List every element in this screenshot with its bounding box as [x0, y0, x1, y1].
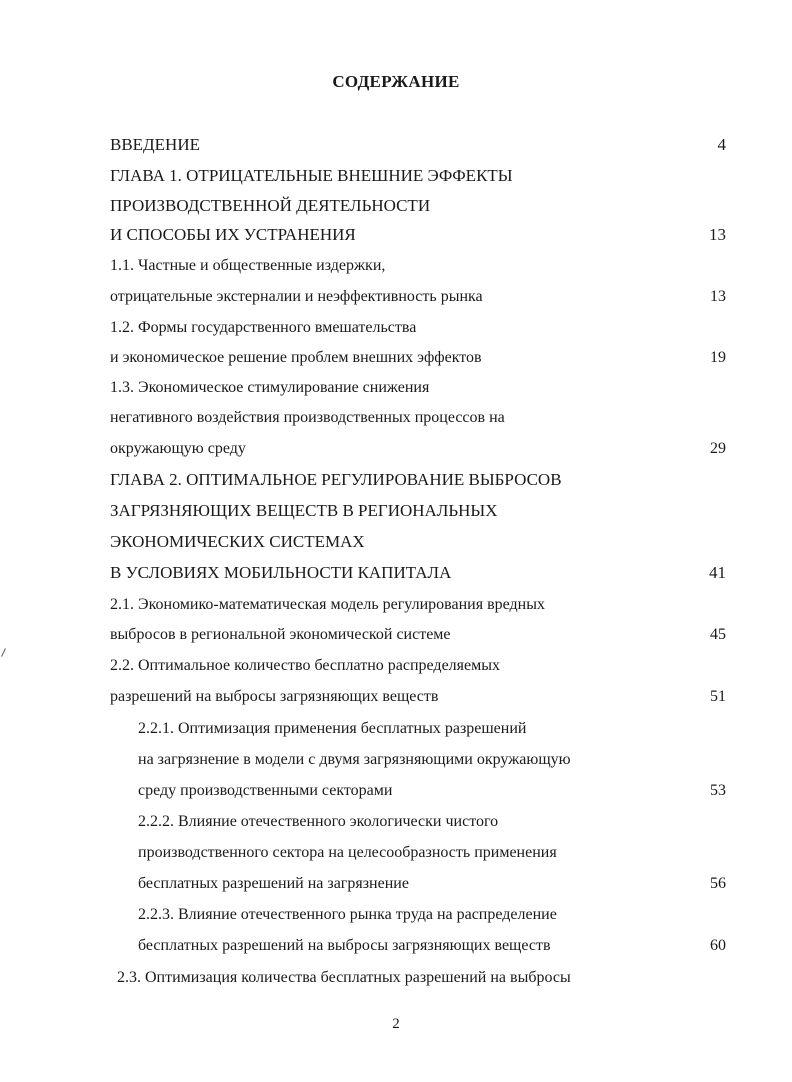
- toc-line-text: ПРОИЗВОДСТВЕННОЙ ДЕЯТЕЛЬНОСТИ: [110, 196, 431, 215]
- toc-page-number: 13: [710, 288, 726, 305]
- toc-page-number: 41: [709, 563, 726, 582]
- toc-page-number: 13: [709, 225, 726, 244]
- toc-line-text: на загрязнение в модели с двумя загрязняющими окружающую: [138, 751, 571, 768]
- toc-line-text: бесплатных разрешений на загрязнение: [138, 875, 409, 892]
- toc-line-text: 2.3. Оптимизация количества бесплатных разрешений на выбросы: [117, 969, 571, 986]
- margin-mark: [1, 648, 6, 657]
- toc-line-text: среду производственными секторами: [138, 782, 393, 799]
- toc-line-text: 2.2. Оптимальное количество бесплатно распределяемых: [110, 657, 500, 674]
- toc-line-text: 2.2.3. Влияние отечественного рынка труда на распределение: [138, 906, 557, 923]
- toc-line-text: ЭКОНОМИЧЕСКИХ СИСТЕМАХ: [110, 532, 365, 551]
- toc-page-number: 29: [710, 440, 726, 457]
- toc-line-text: негативного воздействия производственных процессов на: [110, 409, 505, 426]
- toc-line-text: разрешений на выбросы загрязняющих веществ: [110, 688, 439, 705]
- toc-line-text: 2.2.2. Влияние отечественного экологически чистого: [138, 813, 499, 830]
- toc-page-number: 19: [710, 349, 726, 366]
- toc-line-text: В УСЛОВИЯХ МОБИЛЬНОСТИ КАПИТАЛА: [110, 563, 452, 582]
- page-title: СОДЕРЖАНИЕ: [332, 72, 460, 91]
- toc-line-text: бесплатных разрешений на выбросы загрязняющих веществ: [138, 937, 551, 954]
- toc-line-text: ЗАГРЯЗНЯЮЩИХ ВЕЩЕСТВ В РЕГИОНАЛЬНЫХ: [110, 501, 498, 520]
- toc-line-text: ВВЕДЕНИЕ: [110, 135, 200, 154]
- toc-line-text: 1.3. Экономическое стимулирование снижения: [110, 379, 430, 396]
- toc-line-text: выбросов в региональной экономической системе: [110, 626, 451, 643]
- toc-line-text: 1.2. Формы государственного вмешательства: [110, 319, 417, 336]
- toc-line-text: ГЛАВА 1. ОТРИЦАТЕЛЬНЫЕ ВНЕШНИЕ ЭФФЕКТЫ: [110, 166, 513, 185]
- toc-line-text: ГЛАВА 2. ОПТИМАЛЬНОЕ РЕГУЛИРОВАНИЕ ВЫБРОСОВ: [110, 470, 562, 489]
- toc-line-text: 1.1. Частные и общественные издержки,: [110, 257, 386, 274]
- toc-page-number: 45: [710, 626, 726, 643]
- toc-line-text: и экономическое решение проблем внешних эффектов: [110, 349, 482, 366]
- page-number: 2: [392, 1016, 400, 1032]
- toc-line-text: 2.2.1. Оптимизация применения бесплатных разрешений: [138, 720, 527, 737]
- toc-line-text: 2.1. Экономико-математическая модель регулирования вредных: [110, 596, 545, 613]
- toc-line-text: производственного сектора на целесообразность применения: [138, 844, 557, 861]
- toc-page-number: 60: [710, 937, 726, 954]
- toc-line-text: И СПОСОБЫ ИХ УСТРАНЕНИЯ: [110, 225, 356, 244]
- toc-page-number: 53: [710, 782, 726, 799]
- toc-line-text: отрицательные экстерналии и неэффективность рынка: [110, 288, 483, 305]
- toc-line-text: окружающую среду: [110, 440, 246, 457]
- toc-page-number: 56: [710, 875, 726, 892]
- toc-page-number: 51: [710, 688, 726, 705]
- toc-page-number: 4: [717, 135, 726, 154]
